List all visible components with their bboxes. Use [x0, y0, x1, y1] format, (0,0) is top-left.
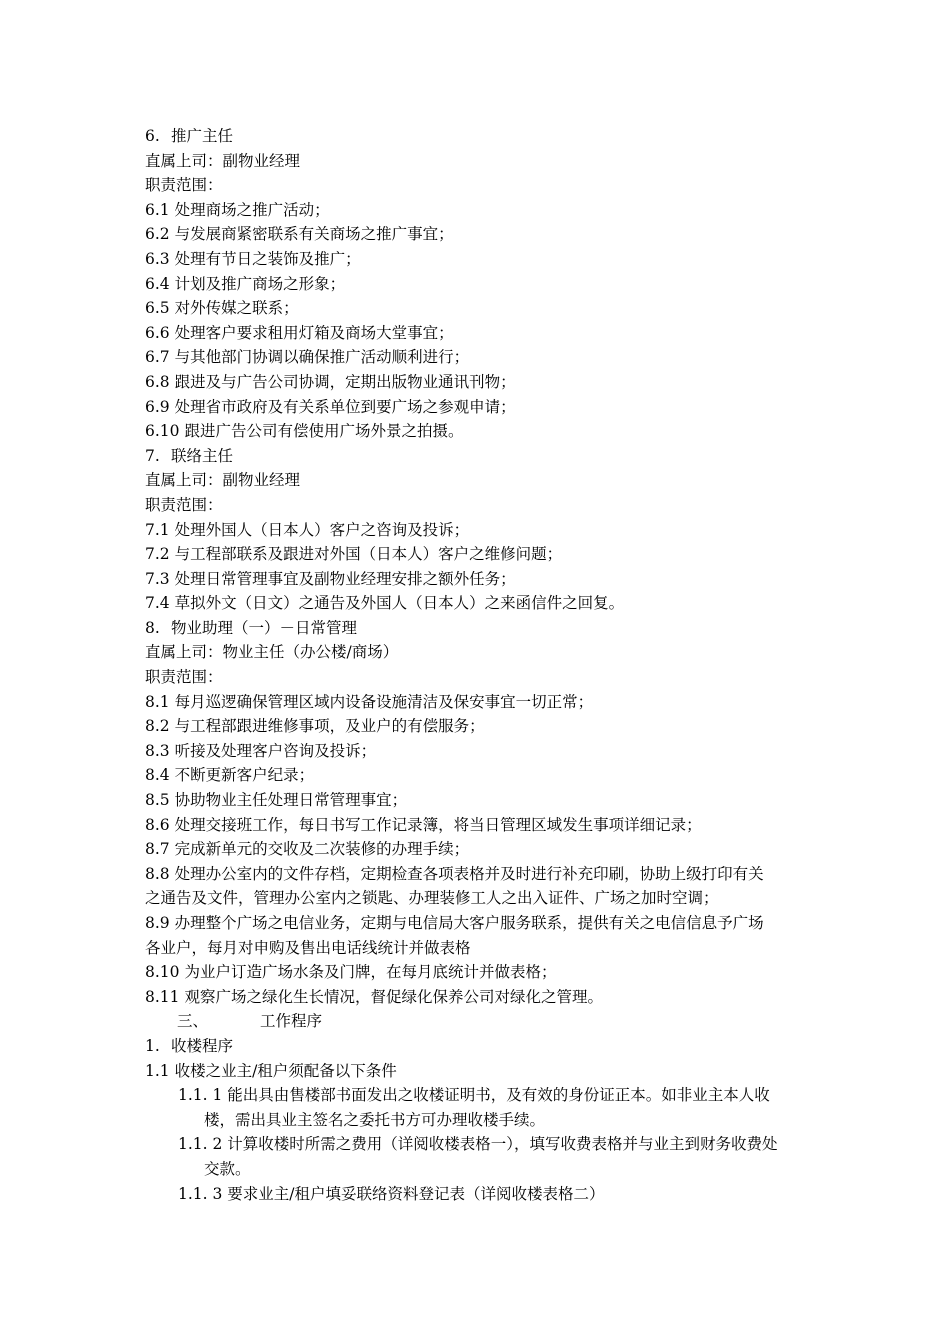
supervisor-line: 直属上司：副物业经理	[145, 471, 301, 490]
section-title: 推广主任	[171, 127, 234, 145]
duty-item: 8.7 完成新单元的交收及二次装修的办理手续；	[145, 840, 470, 859]
procedure-item: 1.1. 1 能出具由售楼部书面发出之收楼证明书，及有效的身份证正本。如非业主本人收	[178, 1086, 770, 1105]
duty-item: 8.2 与工程部跟进维修事项，及业户的有偿服务；	[145, 717, 485, 736]
section-number: 8.	[145, 618, 160, 637]
duty-item-continuation: 各业户，每月对申购及售出电话线统计并做表格	[145, 938, 471, 957]
duty-item: 8.3 听接及处理客户咨询及投诉；	[145, 741, 377, 760]
part-heading	[145, 1009, 815, 1034]
duty-item: 8.1 每月巡逻确保管理区域内设备设施清洁及保安事宜一切正常；	[145, 692, 594, 711]
duty-item: 7.2 与工程部联系及跟进对外国（日本人）客户之维修问题；	[145, 545, 563, 564]
duty-item: 8.9 办理整个广场之电信业务，定期与电信局大客户服务联系，提供有关之电信信息予广场	[145, 914, 764, 932]
duty-item-continuation: 之通告及文件，管理办公室内之锁匙、办理装修工人之出入证件、广场之加时空调；	[145, 889, 719, 908]
procedure-number: 1.	[145, 1036, 160, 1055]
scope-label: 职责范围：	[145, 668, 223, 687]
duty-item: 6.10 跟进广告公司有偿使用广场外景之拍摄。	[145, 422, 464, 441]
section-title: 物业助理（一）－日常管理	[171, 618, 358, 637]
part-number: 三、	[177, 1012, 209, 1031]
duty-item: 6.4 计划及推广商场之形象；	[145, 274, 346, 293]
section-heading	[145, 124, 815, 149]
procedure-title: 收楼程序	[171, 1036, 234, 1055]
duty-item: 6.9 处理省市政府及有关系单位到要广场之参观申请；	[145, 397, 516, 416]
duty-item: 7.1 处理外国人（日本人）客户之咨询及投诉；	[145, 520, 470, 539]
duty-item: 6.6 处理客户要求租用灯箱及商场大堂事宜；	[145, 323, 454, 342]
procedure-item: 1.1. 3 要求业主/租户填妥联络资料登记表（详阅收楼表格二）	[178, 1184, 605, 1203]
duty-item: 6.5 对外传媒之联系；	[145, 299, 299, 318]
supervisor-line: 直属上司：副物业经理	[145, 151, 301, 170]
duty-item: 6.7 与其他部门协调以确保推广活动顺利进行；	[145, 348, 470, 367]
procedure-item: 1.1. 2 计算收楼时所需之费用（详阅收楼表格一），填写收费表格并与业主到财务收费处	[178, 1135, 778, 1154]
procedure-heading	[145, 1034, 815, 1059]
duty-item: 8.10 为业户订造广场水条及门牌，在每月底统计并做表格；	[145, 963, 557, 982]
section-heading	[145, 444, 815, 469]
duty-item: 8.11 观察广场之绿化生长情况，督促绿化保养公司对绿化之管理。	[145, 987, 603, 1006]
procedure-item-continuation: 楼，需出具业主签名之委托书方可办理收楼手续。	[204, 1110, 546, 1129]
scope-label: 职责范围：	[145, 176, 223, 195]
duty-item: 8.4 不断更新客户纪录；	[145, 766, 315, 785]
document-body	[145, 124, 815, 1206]
duty-item: 7.3 处理日常管理事宜及副物业经理安排之额外任务；	[145, 569, 516, 588]
duty-item: 6.8 跟进及与广告公司协调，定期出版物业通讯刊物；	[145, 372, 516, 391]
part-title: 工作程序	[260, 1012, 323, 1031]
duty-item: 6.3 处理有节日之装饰及推广；	[145, 249, 361, 268]
duty-item: 6.2 与发展商紧密联系有关商场之推广事宜；	[145, 225, 454, 244]
duty-item: 8.8 处理办公室内的文件存档，定期检查各项表格并及时进行补充印刷，协助上级打印有关	[145, 864, 764, 883]
procedure-subheading: 1.1 收楼之业主/租户须配备以下条件	[145, 1061, 397, 1080]
section-heading	[145, 616, 815, 641]
supervisor-line: 直属上司：物业主任（办公楼/商场）	[145, 643, 399, 662]
procedure-item-continuation: 交款。	[204, 1159, 251, 1178]
duty-item: 7.4 草拟外文（日文）之通告及外国人（日本人）之来函信件之回复。	[145, 594, 625, 613]
scope-label: 职责范围：	[145, 495, 223, 514]
section-number: 6.	[145, 127, 160, 145]
section-title: 联络主任	[171, 446, 234, 465]
duty-item: 8.6 处理交接班工作，每日书写工作记录簿，将当日管理区域发生事项详细记录；	[145, 815, 702, 834]
duty-item: 8.5 协助物业主任处理日常管理事宜；	[145, 791, 408, 810]
section-number: 7.	[145, 446, 160, 465]
duty-item: 6.1 处理商场之推广活动；	[145, 200, 330, 219]
